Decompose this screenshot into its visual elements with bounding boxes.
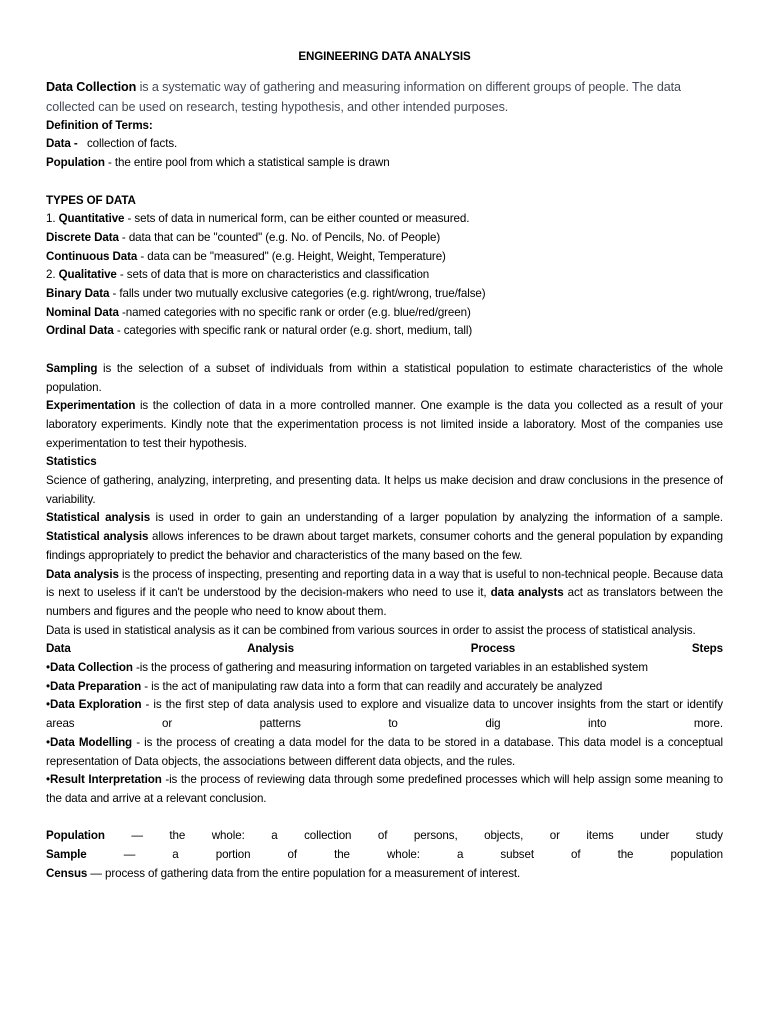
process-step-term: Data Preparation	[49, 679, 142, 693]
definition-data: Data - collection of facts.	[46, 137, 178, 151]
bullet-icon: •	[46, 735, 50, 749]
process-step	[46, 678, 723, 697]
process-step-term: Result Interpretation	[49, 773, 162, 787]
type-qualitative: 2. Qualitative - sets of data that is more on characteristics and classification	[46, 268, 430, 282]
intro-paragraph	[46, 77, 723, 117]
type-binary: Binary Data - falls under two mutually exclusive categories (e.g. right/wrong, true/false)	[46, 287, 486, 301]
process-step	[46, 734, 723, 771]
glossary-sample: Sample — a portion of the whole: a subset of the population	[46, 848, 723, 862]
type-nominal: Nominal Data -named categories with no specific rank or order (e.g. blue/red/green)	[46, 305, 471, 319]
process-step	[46, 659, 723, 678]
document-page	[46, 48, 723, 883]
process-step	[46, 696, 723, 733]
definitions-heading: Definition of Terms:	[46, 118, 153, 132]
process-step-text: -is the process of gathering and measuring information on targeted variables in an established system	[132, 661, 648, 675]
type-continuous: Continuous Data - data can be "measured" (e.g. Height, Weight, Temperature)	[46, 249, 446, 263]
process-step-text: - is the process of creating a data model for the data to be stored in a database. This data model is a conceptual representation of Data objects, the associations between different data objects, and the rules.	[46, 735, 723, 768]
process-steps-list	[46, 659, 723, 809]
process-step-text: - is the first step of data analysis used to explore and visualize data to uncover insights from the start or identify areas or patterns to dig into more.	[46, 698, 723, 731]
statistics-paragraph: Science of gathering, analyzing, interpreting, and presenting data. It helps us make decision and draw conclusions in the presence of variability.	[46, 474, 723, 506]
bullet-icon: •	[46, 698, 50, 712]
process-step-term: Data Collection	[49, 661, 133, 675]
definition-population: Population - the entire pool from which a statistical sample is drawn	[46, 156, 390, 170]
document-title: ENGINEERING DATA ANALYSIS	[298, 50, 471, 63]
data-used-paragraph: Data is used in statistical analysis as it can be combined from various sources in order to assist the process of statistical analysis.	[46, 623, 696, 637]
intro-text: is a systematic way of gathering and measuring information on different groups of people. The data collected can be used on research, testing hypothesis, and other intended purposes.	[46, 79, 681, 114]
glossary-census: Census — process of gathering data from the entire population for a measurement of interest.	[46, 866, 521, 880]
bullet-icon: •	[46, 661, 50, 675]
bullet-icon: •	[46, 679, 50, 693]
sampling-paragraph: Sampling is the selection of a subset of individuals from within a statistical population to estimate characteristics of the whole population.	[46, 361, 723, 394]
process-step-text: -is the process of reviewing data through some predefined processes which will help assign some meaning to the data and arrive at a relevant conclusion.	[46, 773, 723, 805]
data-analysis-paragraph: Data analysis is the process of inspecting, presenting and reporting data in a way that is useful to non-technical people. Because data is next to useless if it can't be understood by the decision-makers who need to use it, data analysts act as translators between the numbers and figures and the people who need to know about them.	[46, 567, 723, 618]
process-step-term: Data Modelling	[49, 735, 133, 749]
bullet-icon: •	[46, 773, 50, 787]
process-step-term: Data Exploration	[49, 698, 142, 712]
types-heading: TYPES OF DATA	[46, 193, 136, 207]
process-step-text: - is the act of manipulating raw data into a form that can readily and accurately be analyzed	[141, 679, 603, 693]
type-ordinal: Ordinal Data - categories with specific rank or natural order (e.g. short, medium, tall)	[46, 324, 473, 338]
process-steps-heading: Data Analysis Process Steps	[46, 642, 723, 656]
experimentation-paragraph: Experimentation is the collection of data in a more controlled manner. One example is the data you collected as a result of your laboratory experiments. Kindly note that the experimentation process is not limited inside a laboratory. Most of the companies use experimentation to test their hypothesis.	[46, 399, 723, 450]
process-step	[46, 771, 723, 808]
statistics-heading: Statistics	[46, 455, 97, 469]
glossary-population: Population — the whole: a collection of persons, objects, or items under study	[46, 829, 723, 843]
type-discrete: Discrete Data - data that can be "counted" (e.g. No. of Pencils, No. of People)	[46, 230, 441, 244]
type-quantitative: 1. Quantitative - sets of data in numerical form, can be either counted or measured.	[46, 212, 470, 226]
statistical-analysis-paragraph: Statistical analysis is used in order to gain an understanding of a larger population by analyzing the information of a sample. Statistical analysis allows inferences to be drawn about target markets, consumer cohorts and the general population by expanding findings appropriately to predict the behavior and characteristics of the many based on the few.	[46, 511, 724, 562]
intro-term: Data Collection	[46, 79, 137, 94]
